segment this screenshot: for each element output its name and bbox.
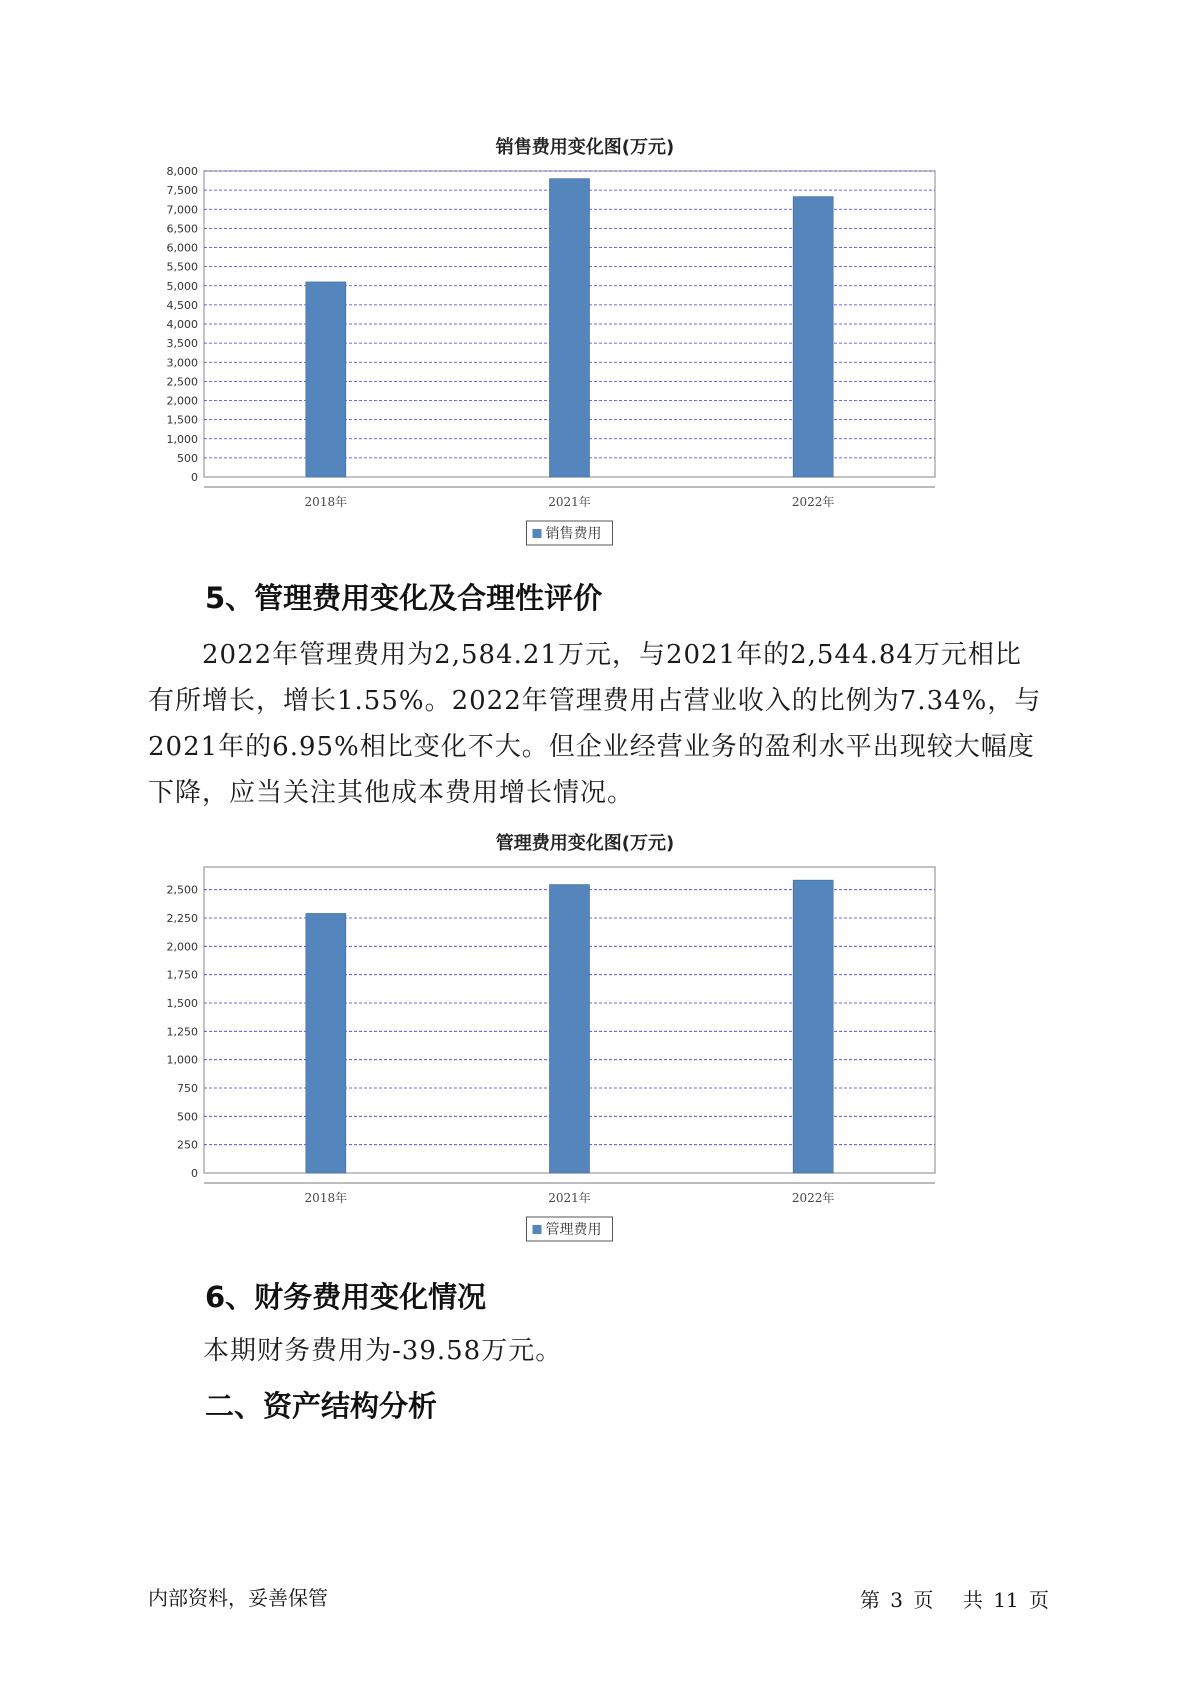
admin-expense-chart <box>155 826 1015 1246</box>
x-category-label: 2021年 <box>548 1191 591 1205</box>
page-word: 页 <box>913 1588 934 1612</box>
x-category-label: 2021年 <box>548 495 591 509</box>
bar <box>550 179 590 477</box>
y-tick-label: 1,750 <box>166 968 198 982</box>
y-tick-label: 1,500 <box>166 997 198 1010</box>
footer-confidential-note: 内部资料，妥善保管 <box>148 1586 328 1610</box>
page-number: 3 <box>890 1588 904 1612</box>
x-category-label: 2022年 <box>791 495 835 509</box>
legend-swatch <box>533 1225 542 1234</box>
y-tick-label: 1,000 <box>166 1053 198 1067</box>
y-tick-label: 3,500 <box>166 337 198 351</box>
y-tick-label: 2,250 <box>166 912 198 925</box>
sales-expense-chart <box>155 130 1015 550</box>
y-tick-label: 1,250 <box>166 1025 198 1039</box>
part-2-heading: 二、资产结构分析 <box>205 1389 438 1423</box>
page-prefix: 第 <box>859 1588 880 1612</box>
x-category-label: 2018年 <box>304 495 348 509</box>
x-category-label: 2022年 <box>791 1191 835 1205</box>
y-tick-label: 3,000 <box>166 356 198 370</box>
legend-swatch <box>533 529 542 538</box>
chart-title: 销售费用变化图(万元) <box>495 137 675 158</box>
y-tick-label: 750 <box>177 1082 198 1095</box>
bar <box>550 885 590 1173</box>
y-tick-label: 1,000 <box>166 432 198 446</box>
y-tick-label: 2,500 <box>166 375 198 389</box>
x-category-label: 2018年 <box>304 1191 348 1205</box>
legend-label: 销售费用 <box>545 526 602 542</box>
legend-label: 管理费用 <box>545 1222 602 1238</box>
y-tick-label: 8,000 <box>166 166 198 178</box>
section-6-heading: 6、财务费用变化情况 <box>205 1280 487 1314</box>
y-tick-label: 4,000 <box>166 318 198 331</box>
bar <box>793 880 833 1173</box>
y-tick-label: 5,000 <box>166 279 198 293</box>
total-pages: 11 <box>993 1588 1019 1612</box>
y-tick-label: 6,000 <box>166 241 198 255</box>
y-tick-label: 7,500 <box>166 184 198 198</box>
bar <box>306 913 346 1173</box>
admin-expense-chart-svg <box>155 862 1015 1247</box>
total-word: 页 <box>1029 1588 1049 1612</box>
section-5-heading: 5、管理费用变化及合理性评价 <box>205 581 603 615</box>
section-6-paragraph: 本期财务费用为-39.58万元。 <box>203 1336 563 1366</box>
section-5-paragraph: 2022年管理费用为2,584.21万元，与2021年的2,544.84万元相比有所增长，增长1.55%。2022年管理费用占营业收入的比例为7.34%，与2021年的6.95%相比变化不大。但企业经营业务的盈利水平出现较大幅度下降，应当关注其他成本费用增长情况。 <box>148 640 1042 808</box>
y-tick-label: 1,500 <box>166 413 198 427</box>
y-tick-label: 2,000 <box>166 940 198 954</box>
y-tick-label: 0 <box>191 471 198 484</box>
y-tick-label: 6,500 <box>166 222 198 236</box>
total-prefix: 共 <box>962 1588 983 1612</box>
chart-title: 管理费用变化图(万元) <box>495 833 675 854</box>
bar <box>306 282 346 477</box>
y-tick-label: 4,500 <box>166 298 198 312</box>
y-tick-label: 2,500 <box>166 883 198 897</box>
bar <box>793 197 833 477</box>
footer-page-info <box>858 1584 1051 1613</box>
y-tick-label: 5,500 <box>166 260 198 274</box>
sales-expense-chart-svg <box>155 166 1015 551</box>
y-tick-label: 0 <box>191 1167 198 1180</box>
y-tick-label: 2,000 <box>166 394 198 408</box>
y-tick-label: 7,000 <box>166 203 198 217</box>
y-tick-label: 500 <box>177 1110 198 1124</box>
y-tick-label: 500 <box>177 451 198 465</box>
y-tick-label: 250 <box>177 1138 198 1152</box>
